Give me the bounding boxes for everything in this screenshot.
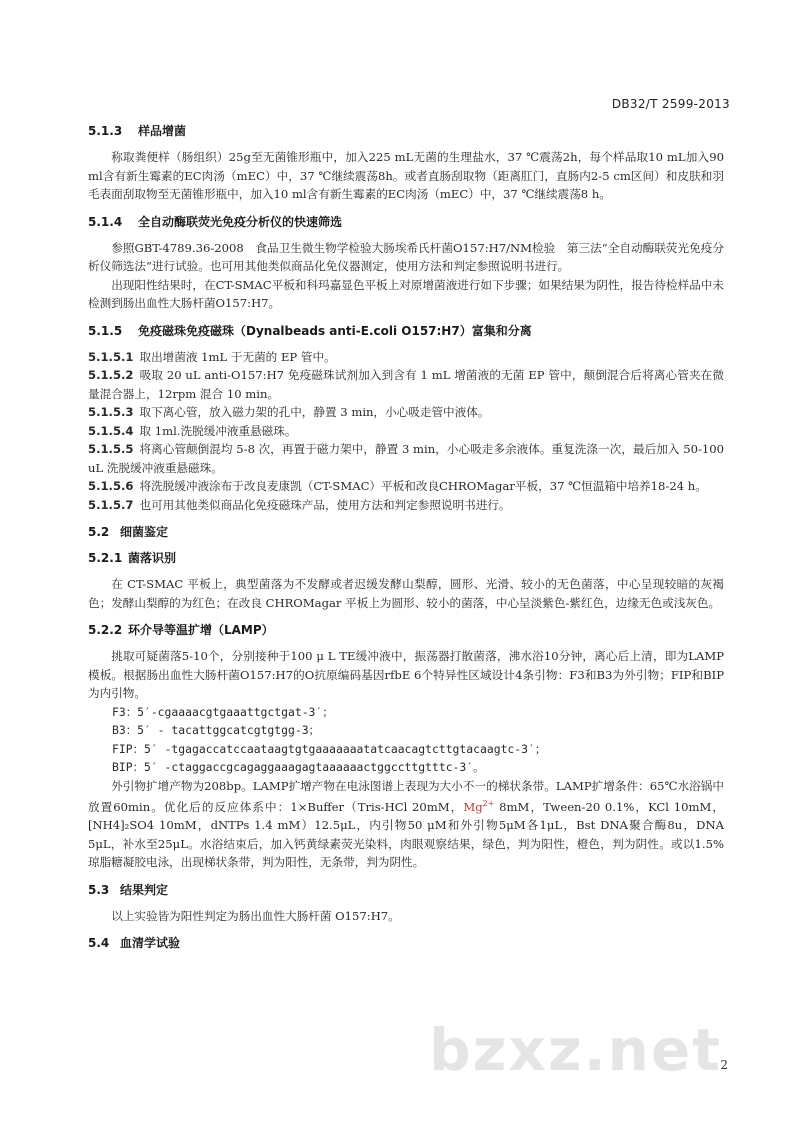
list-item: 5.1.5.7 也可用其他类似商品化免疫磁珠产品，使用方法和判定参照说明书进行。	[88, 497, 511, 512]
immunomagnetic-steps	[88, 348, 724, 515]
primer-b3: B3：5′ - tacattggcatcgtgtgg-3；	[112, 723, 320, 737]
heading-5-2-1: 5.2.1 菌落识别	[88, 551, 177, 565]
heading-5-2-2: 5.2.2 环介导等温扩增（LAMP）	[88, 623, 274, 637]
paragraph-lamp-conditions: 外引物扩增产物为208bp。LAMP扩增产物在电泳图谱上表现为大小不一的梯状条带。LAMP扩增条件：65℃水浴锅中放置60min。优化后的反应体系中：1×Buffer（Tris-HCl 20mM，$Mg^{2+}$ 8mM，Tween-20 0.1%，KCl 10mM，[NH4]₂SO4 10mM，dNTPs 1.4 mM）12.5μL，内引物50 μM和外引物5μM各1μL，Bst DNA聚合酶8u，DNA 5μL，补水至25μL。水浴结束后，加入钙黄绿素荧光染料，肉眼观察结果，绿色，判为阳性，橙色，判为阴性。或以1.5%琼脂糖凝胶电泳，出现梯状条带，判为阳性，无条带，判为阴性。	[88, 778, 724, 870]
list-item: 5.1.5.4 取 1ml.洗脱缓冲液重悬磁珠。	[88, 423, 297, 438]
page-number: 2	[720, 1058, 728, 1072]
magnesium-ion: $Mg^{2+}$	[463, 799, 495, 814]
primer-fip: FIP：5′ -tgagaccatccaataagtgtgaaaaaaatatcaacagtcttgtacaagtc-3′；	[112, 741, 547, 756]
page-content	[88, 122, 724, 952]
heading-5-2: 5.2 细菌鉴定	[88, 525, 169, 539]
paragraph-result-judgement: 以上实验皆为阳性判定为肠出血性大肠杆菌 O157:H7。	[111, 908, 400, 923]
heading-5-1-4: 5.1.4 全自动酶联荧光免疫分析仪的快速筛选	[88, 214, 343, 229]
list-item: 5.1.5.6 将洗脱缓冲液涂布于改良麦康凯（CT-SMAC）平板和改良CHROMagar平板，37 ℃恒温箱中培养18-24 h。	[88, 479, 707, 493]
paragraph-lamp-template: 挑取可疑菌落5-10个，分别接种于100 μ L TE缓冲液中，振荡器打散菌落，沸水浴10分钟，离心后上清，即为LAMP模板。根据肠出血性大肠杆菌O157:H7的O抗原编码基因rfbE 6个特异性区域设计4条引物：F3和B3为外引物；FIP和BIP为内引物。	[88, 649, 724, 700]
heading-5-1-5: 5.1.5 免疫磁珠免疫磁珠（Dynalbeads anti-E.coli O157:H7）富集和分离	[88, 323, 532, 338]
heading-5-3: 5.3 结果判定	[88, 882, 169, 897]
watermark: bzxz.net	[429, 1016, 722, 1084]
primer-list	[88, 703, 724, 777]
paragraph-sample-enrichment: 称取粪便样（肠组织）25g至无菌锥形瓶中，加入225 mL无菌的生理盐水，37 ℃震荡2h，每个样品取10 mL加入90 ml含有新生霉素的EC肉汤（mEC）中，37 ℃继续震荡8h。或者直肠刮取物（距离肛门，直肠内2-5 cm区间）和皮肤和羽毛表面刮取物至无菌锥形瓶中，加入10 ml含有新生霉素的EC肉汤（mEC）中，37 ℃继续震荡8 h。	[88, 150, 724, 201]
paragraph-elfa-screening: 参照GBT-4789.36-2008 食品卫生微生物学检验大肠埃希氏杆菌O157:H7/NM检验 第三法“全自动酶联荧光免疫分析仪筛选法”进行试验。也可用其他类似商品化免仪器测定，使用方法和判定参照说明书进行。	[88, 240, 724, 273]
standard-code: DB32/T 2599-2013	[611, 97, 730, 111]
list-item: 5.1.5.5 将离心管颠倒混均 5-8 次，再置于磁力架中，静置 3 min，小心吸走多余液体。重复洗涤一次，最后加入 50-100 uL 洗脱缓冲液重悬磁珠。	[88, 442, 724, 475]
heading-5-4: 5.4 血清学试验	[88, 936, 181, 951]
list-item: 5.1.5.1 取出增菌液 1mL 于无菌的 EP 管中。	[88, 349, 336, 364]
list-item: 5.1.5.3 取下离心管，放入磁力架的孔中，静置 3 min，小心吸走管中液体。	[88, 405, 490, 419]
list-item: 5.1.5.2 吸取 20 uL anti-O157:H7 免疫磁珠试剂加入到含有 1 mL 增菌液的无菌 EP 管中，颠倒混合后将离心管夹在微量混合器上，12rpm 混合 10 min。	[88, 368, 724, 401]
primer-bip: BIP：5′ -ctaggaccgcagaggaaagagtaaaaaactggccttgtttc-3′。	[112, 760, 485, 774]
paragraph-positive-result: 出现阳性结果时，在CT-SMAC平板和科玛嘉显色平板上对原增菌液进行如下步骤；如果结果为阴性，报告待检样品中未检测到肠出血性大肠杆菌O157:H7。	[88, 277, 724, 310]
heading-5-1-3: 5.1.3 样品增菌	[88, 124, 187, 138]
paragraph-colony-identification: 在 CT-SMAC 平板上，典型菌落为不发酵或者迟缓发酵山梨醇，圆形、光滑、较小的无色菌落，中心呈现较暗的灰褐色；发酵山梨醇的为红色；在改良 CHROMagar 平板上为圆形、较小的菌落，中心呈淡紫色-紫红色，边缘无色或浅灰色。	[88, 577, 724, 610]
primer-f3: F3：5′-cgaaaacgtgaaattgctgat-3′；	[112, 704, 334, 719]
